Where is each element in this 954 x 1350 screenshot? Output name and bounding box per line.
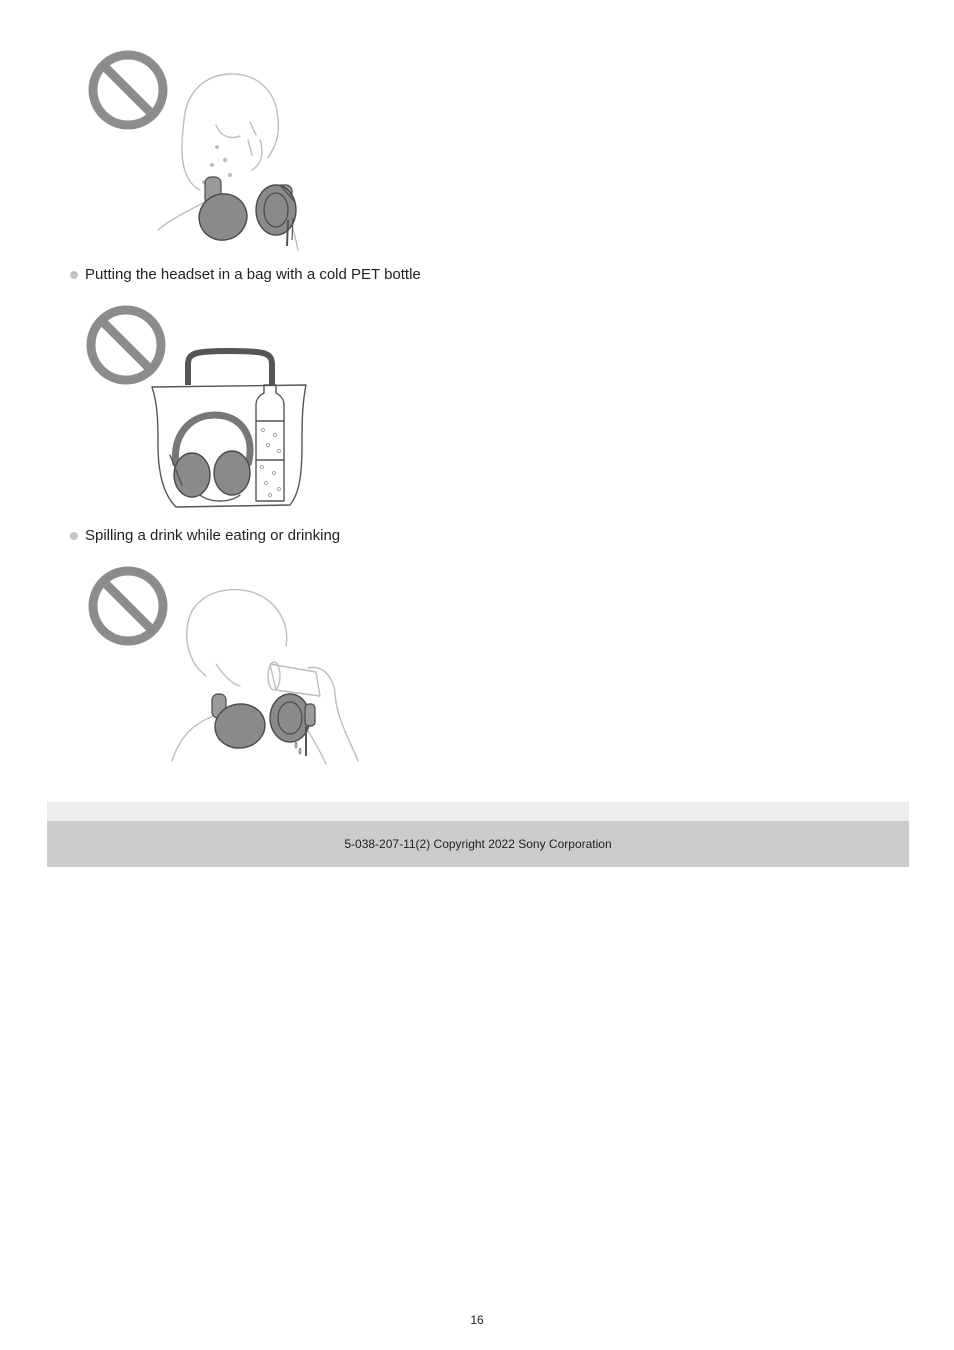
list-item (70, 527, 340, 544)
drinking-headset-illustration (80, 556, 370, 771)
copyright-text: 5-038-207-11(2) Copyright 2022 Sony Corporation (344, 837, 612, 851)
bullet-dot-icon (70, 271, 78, 279)
bag-bottle-illustration (80, 295, 320, 515)
prohibition-icon (93, 571, 163, 641)
prohibition-icon (93, 55, 163, 125)
page-number: 16 (470, 1313, 484, 1327)
bullet-dot-icon (70, 532, 78, 540)
sweat-headset-illustration (80, 40, 320, 255)
prohibition-icon (91, 310, 161, 380)
list-item-text: Putting the headset in a bag with a cold PET bottle (85, 266, 421, 283)
footer-strip (47, 802, 909, 821)
list-item (70, 266, 421, 283)
footer-bar (47, 821, 909, 867)
list-item-text: Spilling a drink while eating or drinking (85, 527, 341, 544)
